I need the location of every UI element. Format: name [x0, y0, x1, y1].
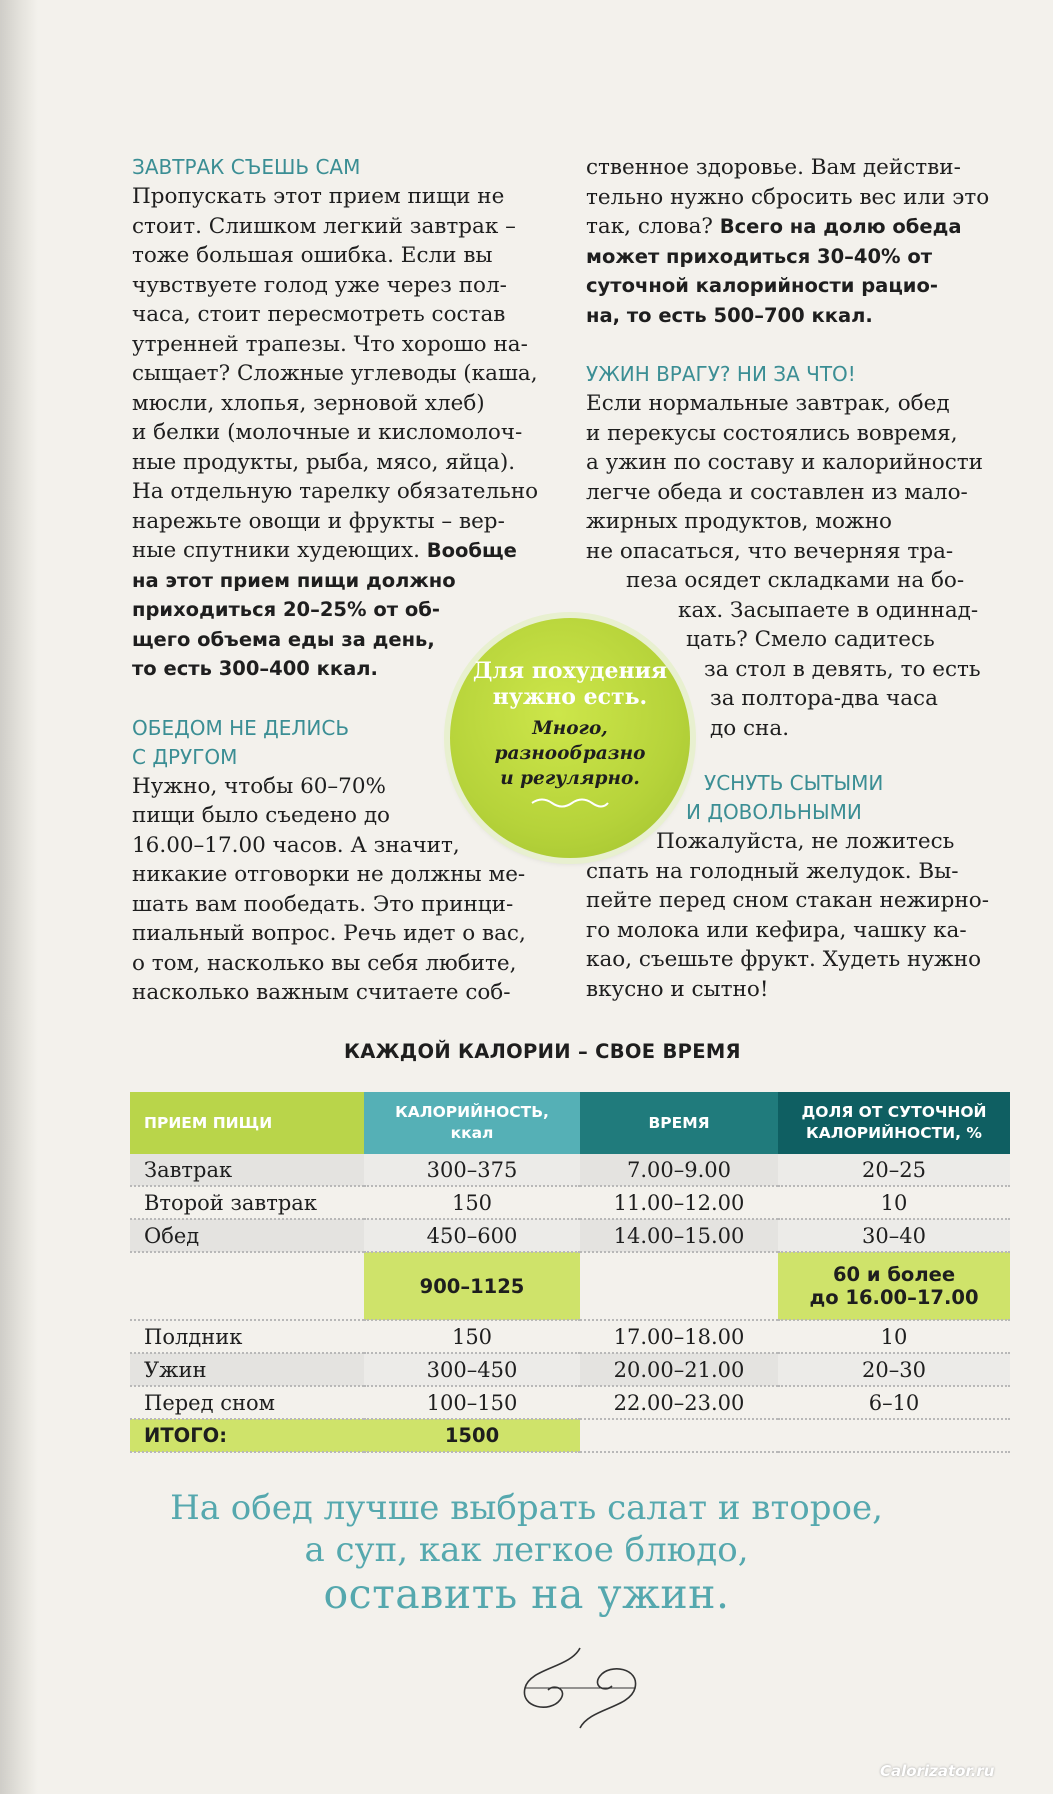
squiggle-ornament-icon	[530, 796, 610, 810]
cell-meal: Второй завтрак	[130, 1186, 364, 1219]
cell-share: 6–10	[778, 1386, 1010, 1419]
text-line: ках. Засыпаете в одиннад-	[678, 597, 979, 623]
bold-line: то есть 300–400 ккал.	[132, 657, 378, 680]
text-line: стоит. Слишком легкий завтрак –	[132, 213, 516, 239]
callout-circle	[450, 618, 690, 858]
text-line: мюсли, хлопья, зерновой хлеб)	[132, 390, 485, 416]
cell-subtotal-kcal: 900–1125	[364, 1252, 580, 1320]
text-line: цать? Смело садитесь	[686, 627, 935, 652]
cell-kcal: 450–600	[364, 1219, 580, 1252]
text-line: и белки (молочные и кисломолоч-	[132, 420, 523, 445]
text-line: пиальный вопрос. Речь идет о вас,	[132, 921, 526, 946]
cell-kcal: 150	[364, 1320, 580, 1353]
table-row	[130, 1320, 1010, 1353]
bedtime-paragraph	[586, 827, 1016, 1004]
bold-line: может приходиться 30–40% от	[586, 244, 933, 268]
callout-line: Много,	[532, 718, 608, 739]
table-row	[130, 1219, 1010, 1252]
text-line: Пожалуйста, не ложитесь	[656, 829, 955, 854]
header-share	[778, 1092, 1010, 1154]
text-line: и перекусы состоялись вовремя,	[586, 420, 958, 446]
text-line: пейте перед сном стакан нежирно-	[586, 888, 989, 913]
bold-fragment: Всего на долю обеда	[719, 215, 962, 238]
header-calories	[364, 1092, 580, 1154]
table-title: КАЖДОЙ КАЛОРИИ – СВОЕ ВРЕМЯ	[344, 1040, 741, 1063]
bold-fragment: Вообще	[426, 539, 517, 562]
bold-line: щего объема еды за день,	[132, 627, 435, 651]
text-line: за стол в девять, то есть	[704, 656, 981, 682]
text-fragment: ные спутники худеющих.	[132, 538, 427, 563]
cell-time: 22.00–23.00	[580, 1386, 778, 1419]
text-line: Пропускать этот прием пищи не	[132, 184, 505, 209]
cell-time: 11.00–12.00	[580, 1186, 778, 1219]
cell-time: 17.00–18.00	[580, 1320, 778, 1353]
cell-empty	[778, 1419, 1010, 1452]
text-line: утренней трапезы. Что хорошо на-	[132, 331, 528, 357]
text-line: не опасаться, что вечерняя тра-	[586, 538, 954, 564]
text-line-mixed	[586, 212, 1016, 242]
cell-meal: Завтрак	[130, 1154, 364, 1186]
text-line: као, съешьте фрукт. Худеть нужно	[586, 947, 982, 972]
heading-line: С ДРУГОМ	[132, 744, 238, 769]
header-meal: ПРИЕМ ПИЩИ	[130, 1092, 364, 1154]
cell-share: 30–40	[778, 1219, 1010, 1252]
text-line: о том, насколько вы себя любите,	[132, 950, 517, 976]
right-column	[586, 153, 1016, 1004]
cell-empty	[580, 1419, 778, 1452]
heading-line: УСНУТЬ СЫТЫМИ	[704, 771, 884, 795]
header-line: ДОЛЯ ОТ СУТОЧНОЙ	[801, 1103, 987, 1121]
bold-line: приходиться 20–25% от об-	[132, 598, 440, 621]
text-line-mixed	[132, 536, 552, 566]
bold-line: на этот прием пищи должно	[132, 568, 456, 592]
heading-line: И ДОВОЛЬНЫМИ	[686, 800, 862, 824]
cell-kcal: 300–450	[364, 1353, 580, 1386]
text-line: сыщает? Сложные углеводы (каша,	[132, 361, 538, 386]
text-line: пеза осядет складками на бо-	[626, 568, 965, 593]
quote-line-large: оставить на ужин.	[323, 1570, 730, 1618]
cell-time: 14.00–15.00	[580, 1219, 778, 1252]
text-line: го молока или кефира, чашку ка-	[586, 917, 967, 943]
callout-text	[450, 716, 690, 791]
text-line: жирных продуктов, можно	[586, 509, 892, 534]
cell-kcal: 300–375	[364, 1154, 580, 1186]
left-column	[132, 153, 552, 1008]
cell-kcal: 100–150	[364, 1386, 580, 1419]
cell-time: 20.00–21.00	[580, 1353, 778, 1386]
text-line: насколько важным считаете соб-	[132, 980, 511, 1005]
calorie-table	[130, 1092, 1010, 1453]
section-heading-dinner: УЖИН ВРАГУ? НИ ЗА ЧТО!	[586, 362, 856, 386]
lunch-paragraph-continued	[586, 153, 1016, 330]
text-line: 16.00–17.00 часов. А значит,	[132, 832, 460, 858]
quote-line: На обед лучше выбрать салат и второе,	[170, 1488, 883, 1528]
text-fragment: так, слова?	[586, 214, 720, 239]
text-line: ственное здоровье. Вам действи-	[586, 155, 961, 180]
table-row-subtotal	[130, 1252, 1010, 1320]
text-line: тоже большая ошибка. Если вы	[132, 243, 493, 268]
text-line: чувствуете голод уже через пол-	[132, 272, 507, 298]
cell-share: 10	[778, 1320, 1010, 1353]
table-header-row	[130, 1092, 1010, 1154]
text-line: вкусно и сытно!	[586, 976, 769, 1002]
text-line: до сна.	[710, 715, 790, 741]
cell-line: до 16.00–17.00	[809, 1286, 979, 1309]
breakfast-paragraph	[132, 182, 552, 684]
text-line: ные продукты, рыба, мясо, яйца).	[132, 449, 516, 475]
cell-total-kcal: 1500	[364, 1419, 580, 1452]
cell-meal: Перед сном	[130, 1386, 364, 1419]
table-row-total	[130, 1419, 1010, 1452]
text-line: На отдельную тарелку обязательно	[132, 479, 539, 504]
text-line: за полтора-два часа	[710, 686, 938, 711]
callout-title	[450, 658, 690, 710]
cell-share: 20–25	[778, 1154, 1010, 1186]
watermark: Calorizator.ru	[880, 1762, 995, 1780]
cell-kcal: 150	[364, 1186, 580, 1219]
text-line: легче обеда и составлен из мало-	[586, 479, 968, 505]
flourish-ornament-icon	[510, 1638, 650, 1738]
text-line: часа, стоит пересмотреть состав	[132, 302, 506, 327]
callout-line: нужно есть.	[492, 684, 648, 710]
heading-line: ОБЕДОМ НЕ ДЕЛИСЬ	[132, 715, 350, 740]
text-line: а ужин по составу и калорийности	[586, 450, 983, 475]
table-row	[130, 1353, 1010, 1386]
table-row	[130, 1386, 1010, 1419]
callout-line: разнообразно	[494, 743, 646, 764]
text-line: Нужно, чтобы 60–70%	[132, 773, 386, 799]
cell-subtotal-share	[778, 1252, 1010, 1320]
table-row	[130, 1154, 1010, 1186]
header-time: ВРЕМЯ	[580, 1092, 778, 1154]
text-line: Если нормальные завтрак, обед	[586, 391, 950, 416]
callout-line: Для похудения	[472, 658, 668, 684]
cell-meal: Ужин	[130, 1353, 364, 1386]
cell-meal: Полдник	[130, 1320, 364, 1353]
cell-line: 60 и более	[832, 1263, 956, 1286]
bold-line: на, то есть 500–700 ккал.	[586, 303, 873, 327]
cell-meal: Обед	[130, 1219, 364, 1252]
header-line: ккал	[450, 1124, 494, 1142]
callout-line: и регулярно.	[500, 768, 640, 789]
text-line: нарежьте овощи и фрукты – вер-	[132, 508, 505, 534]
header-line: КАЛОРИЙНОСТЬ,	[395, 1103, 549, 1121]
text-line: шать вам пообедать. Это принци-	[132, 891, 514, 917]
cell-share: 20–30	[778, 1353, 1010, 1386]
text-line: тельно нужно сбросить вес или это	[586, 184, 990, 210]
cell-empty	[130, 1252, 364, 1320]
cell-total-label: ИТОГО:	[130, 1419, 364, 1452]
quote-line: а суп, как легкое блюдо,	[304, 1530, 749, 1570]
bold-line: суточной калорийности рацио-	[586, 274, 938, 297]
cell-share: 10	[778, 1186, 1010, 1219]
cell-time: 7.00–9.00	[580, 1154, 778, 1186]
cell-empty	[580, 1252, 778, 1320]
section-heading-breakfast: ЗАВТРАК СЪЕШЬ САМ	[132, 155, 361, 179]
table-row	[130, 1186, 1010, 1219]
text-line: спать на голодный желудок. Вы-	[586, 858, 959, 884]
header-line: КАЛОРИЙНОСТИ, %	[806, 1124, 982, 1142]
text-line: никакие отговорки не должны ме-	[132, 862, 526, 887]
text-line: пищи было съедено до	[132, 803, 390, 828]
